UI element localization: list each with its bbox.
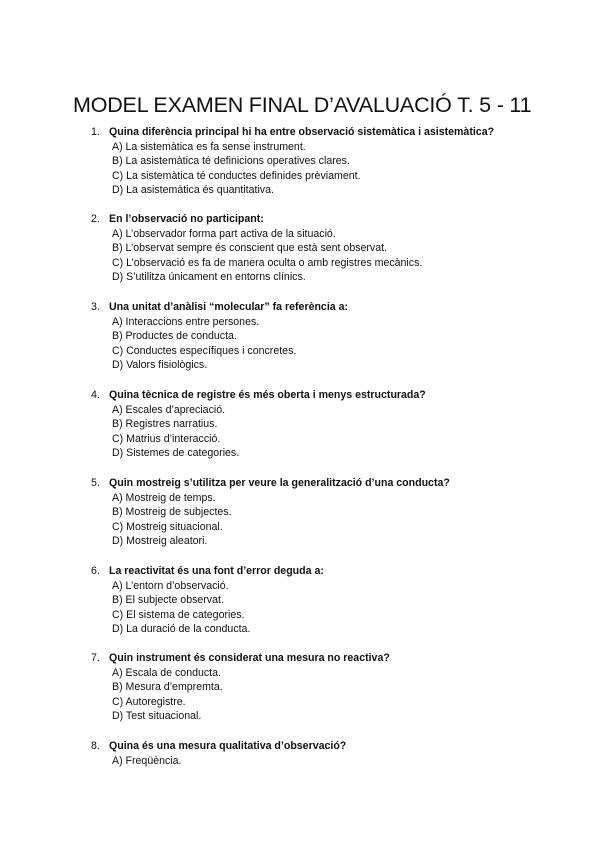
option-a: A) Interaccions entre persones. [112,315,260,328]
option-a: A) Mostreig de temps. [112,491,216,504]
question-text: Quina és una mesura qualitativa d’observació? [109,740,347,752]
question-5 [91,476,571,549]
question-7 [91,651,571,724]
question-number: 4. [91,389,100,401]
option-a: A) Escales d’apreciació. [112,403,226,416]
question-header [91,476,571,491]
option-d: D) Sistemes de categories. [112,447,240,460]
option-a: A) Escala de conducta. [112,666,221,679]
option-a: A) La sistemàtica es fa sense instrument. [112,140,306,153]
option-b: B) L’observat sempre és conscient que està sent observat. [112,242,387,255]
option-c: C) L’observació es fa de manera oculta o amb registres mecànics. [112,256,423,269]
question-header [91,388,571,403]
question-number: 2. [91,213,100,225]
option-d: D) Test situacional. [112,710,202,723]
question-number: 5. [91,477,100,489]
question-3 [91,300,571,373]
question-4 [91,388,571,461]
options-list [112,579,571,637]
option-d: D) Mostreig aleatori. [112,535,208,548]
question-text: En l’observació no participant: [109,213,264,225]
question-header [91,651,571,666]
question-text: La reactivitat és una font d’error deguda a: [109,565,324,577]
question-text: Quin instrument és considerat una mesura no reactiva? [109,652,390,664]
question-1 [91,125,571,198]
option-a: A) L’observador forma part activa de la situació. [112,227,336,240]
option-d: D) La duració de la conducta. [112,623,251,636]
question-text: Una unitat d’anàlisi “molecular” fa referència a: [109,301,349,313]
question-6 [91,564,571,637]
question-number: 6. [91,565,100,577]
options-list [112,491,571,549]
question-text: Quina tècnica de registre és més oberta i menys estructurada? [109,389,426,401]
options-list [112,403,571,461]
option-d: D) S’utilitza únicament en entorns clínics. [112,271,306,284]
option-a: A) Freqüència. [112,754,182,767]
option-d: D) Valors fisiològics. [112,359,208,372]
option-b: B) El subjecte observat. [112,594,224,607]
option-c: C) El sistema de categories. [112,608,245,621]
option-c: C) Matrius d’interacció. [112,432,221,445]
option-c: C) La sistemàtica té conductes definides prèviament. [112,169,361,182]
options-list [112,140,571,198]
options-list [112,315,571,373]
question-number: 1. [91,126,100,138]
question-text: Quin mostreig s’utilitza per veure la generalització d’una conducta? [109,477,450,489]
option-b: B) Productes de conducta. [112,330,237,343]
options-list [112,754,571,769]
question-2 [91,212,571,285]
options-list [112,227,571,285]
question-number: 3. [91,301,100,313]
question-header [91,212,571,227]
question-number: 8. [91,740,100,752]
question-header [91,739,571,754]
question-8 [91,739,571,768]
option-a: A) L’entorn d’observació. [112,579,229,592]
option-b: B) Registres narratius. [112,418,218,431]
page-title: MODEL EXAMEN FINAL D’AVALUACIÓ T. 5 - 11 [73,93,532,117]
options-list [112,666,571,724]
option-c: C) Conductes específiques i concretes. [112,344,297,357]
question-text: Quina diferència principal hi ha entre observació sistemàtica i asistemàtica? [109,126,495,138]
option-c: C) Mostreig situacional. [112,520,223,533]
question-number: 7. [91,652,100,664]
question-header [91,125,571,140]
option-b: B) La asistemàtica té definicions operatives clares. [112,155,350,168]
option-b: B) Mesura d’empremta. [112,681,223,694]
option-d: D) La asistemàtica és quantitativa. [112,184,274,197]
question-header [91,300,571,315]
option-c: C) Autoregistre. [112,695,186,708]
question-header [91,564,571,579]
option-b: B) Mostreig de subjectes. [112,506,232,519]
